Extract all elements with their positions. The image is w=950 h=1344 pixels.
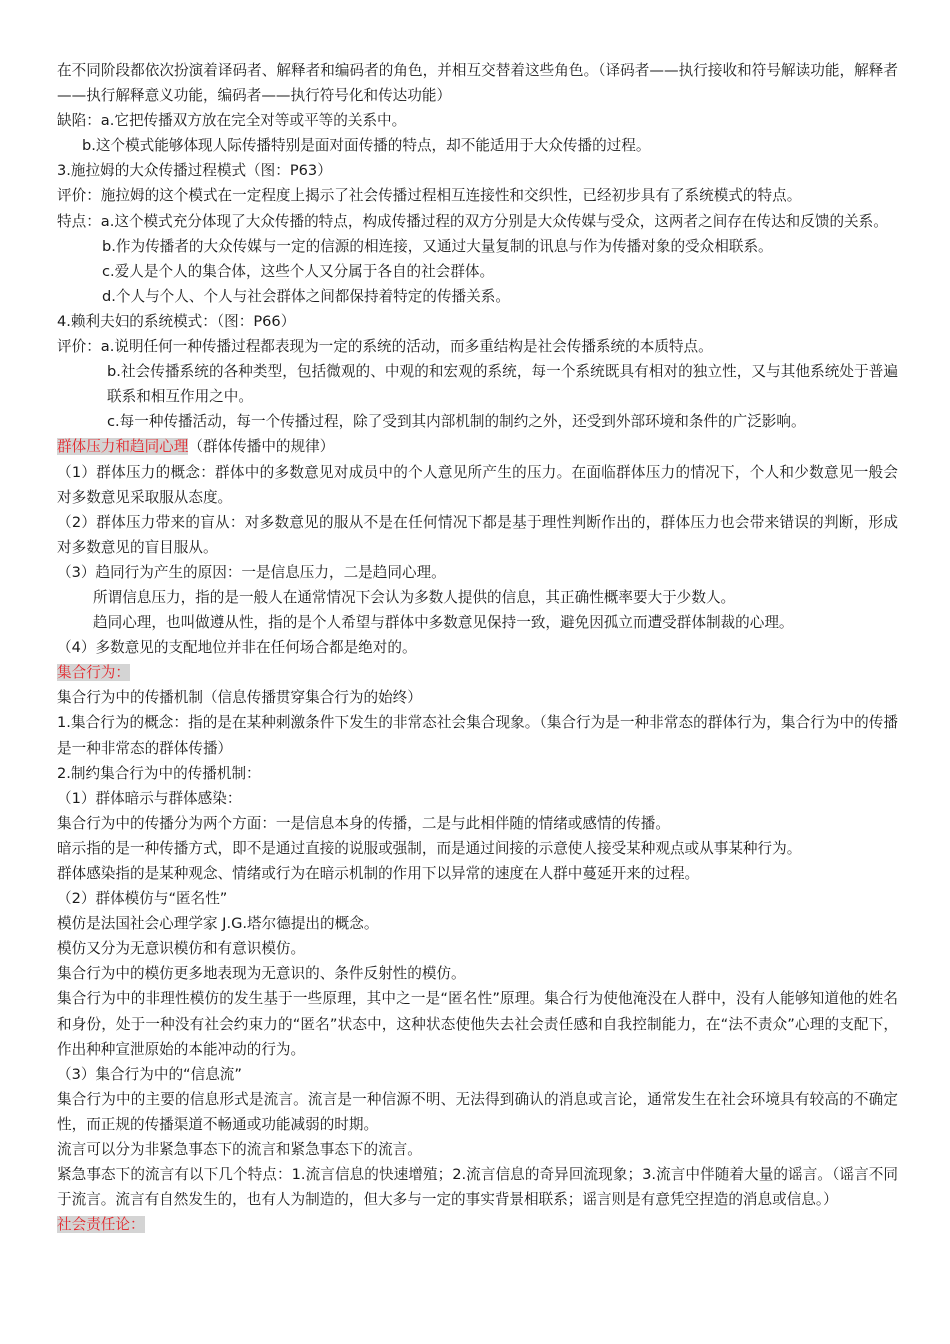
highlighted-heading: 社会责任论： bbox=[57, 1216, 145, 1234]
paragraph: 集合行为中的传播机制（信息传播贯穿集合行为的始终） bbox=[57, 689, 422, 707]
paragraph: 2.制约集合行为中的传播机制： bbox=[57, 764, 261, 782]
paragraph: （3）集合行为中的“信息流” bbox=[57, 1065, 242, 1083]
paragraph: 缺陷：a.它把传播双方放在完全对等或平等的关系中。 bbox=[57, 112, 407, 130]
paragraph: （1）群体暗示与群体感染： bbox=[57, 789, 242, 807]
paragraph: 在不同阶段都依次扮演着译码者、解释者和编码者的角色，并相互交替着这些角色。（译码者——执行接收和符号解读功能，解释者——执行解释意义功能，编码者——执行符号化和传达功能） bbox=[57, 62, 898, 105]
paragraph: 暗示指的是一种传播方式，即不是通过直接的说服或强制，而是通过间接的示意使人接受某种观点或从事某种行为。 bbox=[57, 839, 802, 857]
section-heading-group bbox=[57, 660, 898, 685]
paragraph: b.社会传播系统的各种类型，包括微观的、中观的和宏观的系统，每一个系统既具有相对的独立性，又与其他系统处于普遍联系和相互作用之中。 bbox=[107, 363, 898, 406]
paragraph: 集合行为中的非理性模仿的发生基于一些原理，其中之一是“匿名性”原理。集合行为使他淹没在人群中，没有人能够知道他的姓名和身份，处于一种没有社会约束力的“匿名”状态中，这种状态使他失去社会责任感和自我控制能力，在“法不责众”心理的支配下，作出种种宣泄原始的本能冲动的行为。 bbox=[57, 990, 898, 1058]
paragraph: 1.集合行为的概念：指的是在某种刺激条件下发生的非常态社会集合现象。（集合行为是一种非常态的群体行为，集合行为中的传播是一种非常态的群体传播） bbox=[57, 714, 898, 757]
paragraph: 特点：a.这个模式充分体现了大众传播的特点，构成传播过程的双方分别是大众传媒与受众，这两者之间存在传达和反馈的关系。 bbox=[57, 212, 888, 230]
section-heading: 3.施拉姆的大众传播过程模式（图：P63） bbox=[57, 162, 332, 180]
paragraph: 群体感染指的是某种观念、情绪或行为在暗示机制的作用下以异常的速度在人群中蔓延开来的过程。 bbox=[57, 865, 700, 882]
paragraph: （1）群体压力的概念：群体中的多数意见对成员中的个人意见所产生的压力。在面临群体压力的情况下，个人和少数意见一般会对多数意见采取服从态度。 bbox=[57, 463, 898, 506]
paragraph: （2）群体压力带来的盲从：对多数意见的服从不是在任何情况下都是基于理性判断作出的，群体压力也会带来错误的判断，形成对多数意见的盲目服从。 bbox=[57, 513, 898, 556]
paragraph: 模仿是法国社会心理学家 J.G.塔尔德提出的概念。 bbox=[57, 915, 379, 933]
paragraph: 趋同心理，也叫做遵从性，指的是个人希望与群体中多数意见保持一致，避免因孤立而遭受群体制裁的心理。 bbox=[93, 614, 794, 632]
paragraph: 所谓信息压力，指的是一般人在通常情况下会认为多数人提供的信息，其正确性概率要大于少数人。 bbox=[93, 588, 736, 606]
section-heading-group bbox=[57, 1212, 898, 1237]
paragraph: （4）多数意见的支配地位并非在任何场合都是绝对的。 bbox=[57, 639, 417, 657]
paragraph: c.爱人是个人的集合体，这些个人又分属于各自的社会群体。 bbox=[102, 262, 495, 280]
paragraph: b.这个模式能够体现人际传播特别是面对面传播的特点，却不能适用于大众传播的过程。 bbox=[82, 137, 651, 155]
paragraph: d.个人与个人、个人与社会群体之间都保持着特定的传播关系。 bbox=[102, 287, 510, 305]
paragraph: （2）群体模仿与“匿名性” bbox=[57, 890, 228, 908]
paragraph: 集合行为中的模仿更多地表现为无意识的、条件反射性的模仿。 bbox=[57, 965, 466, 983]
paragraph: 紧急事态下的流言有以下几个特点：1.流言信息的快速增殖；2.流言信息的奇异回流现象；3.流言中伴随着大量的谣言。（谣言不同于流言。流言有自然发生的，也有人为制造的，但大多与一定的事实背景相联系；谣言则是有意凭空捏造的消息或信息。） bbox=[57, 1166, 898, 1209]
paragraph: （3）趋同行为产生的原因：一是信息压力，二是趋同心理。 bbox=[57, 563, 446, 581]
highlighted-heading: 群体压力和趋同心理 bbox=[57, 438, 189, 456]
paragraph: 评价：施拉姆的这个模式在一定程度上揭示了社会传播过程相互连接性和交织性，已经初步具有了系统模式的特点。 bbox=[57, 187, 802, 205]
paragraph: 评价：a.说明任何一种传播过程都表现为一定的系统的活动，而多重结构是社会传播系统的本质特点。 bbox=[57, 338, 713, 356]
highlighted-heading: 集合行为： bbox=[57, 664, 130, 682]
section-heading: 4.赖利夫妇的系统模式：（图：P66） bbox=[57, 312, 296, 330]
heading-note: （群体传播中的规律） bbox=[188, 438, 335, 456]
paragraph: 模仿又分为无意识模仿和有意识模仿。 bbox=[57, 940, 306, 958]
paragraph: 集合行为中的传播分为两个方面：一是信息本身的传播，二是与此相伴随的情绪或感情的传播。 bbox=[57, 814, 670, 832]
paragraph: b.作为传播者的大众传媒与一定的信源的相连接，又通过大量复制的讯息与作为传播对象的受众相联系。 bbox=[102, 237, 773, 255]
section-heading-group bbox=[57, 434, 898, 459]
paragraph: c.每一种传播活动，每一个传播过程，除了受到其内部机制的制约之外，还受到外部环境和条件的广泛影响。 bbox=[107, 413, 806, 431]
paragraph: 流言可以分为非紧急事态下的流言和紧急事态下的流言。 bbox=[57, 1141, 422, 1159]
paragraph: 集合行为中的主要的信息形式是流言。流言是一种信源不明、无法得到确认的消息或言论，通常发生在社会环境具有较高的不确定性，而正规的传播渠道不畅通或功能减弱的时期。 bbox=[57, 1090, 898, 1133]
